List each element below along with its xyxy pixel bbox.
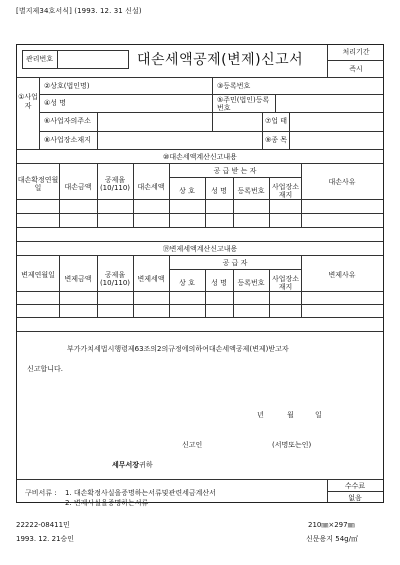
attachment-item-1: 1. 대손확정사실을증명하는서류및관련세금계산서 — [65, 489, 216, 497]
repay-amount-header: 변제금액 — [64, 275, 92, 283]
recipient-name-header: 성 명 — [211, 187, 227, 195]
repay-date-header: 변제연월일 — [21, 271, 55, 279]
row-line — [17, 149, 383, 150]
row-line — [17, 213, 383, 214]
col-line — [233, 269, 234, 317]
col-line — [289, 112, 290, 149]
bad-debt-tax-header: 대손세액 — [137, 183, 165, 191]
day-label: 일 — [315, 411, 322, 419]
supplier-name-header: 성 명 — [211, 279, 227, 287]
declaration-text-2: 신고합니다. — [27, 365, 64, 373]
row-line — [327, 491, 383, 492]
col-line — [39, 77, 40, 149]
row-line — [17, 199, 383, 200]
fee-value: 없음 — [348, 494, 362, 502]
business-type-label: ⑦업 태 — [265, 117, 288, 125]
reporter-label: 신고인 — [182, 441, 203, 449]
recipient-location-header: 사업장소재지 — [271, 183, 300, 200]
processing-period-value: 즉시 — [349, 65, 363, 73]
form-code: 22222-08411민 — [16, 521, 70, 529]
bad-debt-date-header: 대손확정연월일 — [17, 176, 59, 193]
col-line — [133, 163, 134, 227]
row-line — [17, 241, 383, 242]
address-label: ⑥사업자의주소 — [44, 117, 91, 125]
col-line — [212, 77, 213, 131]
bad-debt-reason-header: 대손사유 — [328, 178, 356, 186]
recipient-reg-header: 등록번호 — [237, 187, 265, 195]
row-line — [17, 304, 383, 305]
bad-debt-rate-header: 공제율(10/110) — [99, 176, 131, 193]
bad-debt-amount-header: 대손금액 — [64, 183, 92, 191]
tax-office-suffix: 귀하 — [139, 461, 153, 469]
attachments-label: 구비서류 : — [25, 489, 57, 497]
tax-office-line — [112, 461, 153, 469]
row-line — [17, 479, 383, 480]
row-line — [17, 77, 383, 78]
col-line — [301, 163, 302, 227]
repay-tax-header: 변제세액 — [137, 275, 165, 283]
mgmt-divider — [57, 51, 58, 68]
supplier-reg-header: 등록번호 — [237, 279, 265, 287]
recipient-header: 공 급 받 는 자 — [213, 167, 257, 175]
col-line — [301, 255, 302, 317]
supplier-trade-header: 상 호 — [179, 279, 195, 287]
col-line — [205, 269, 206, 317]
row-line — [39, 94, 383, 95]
repay-reason-header: 변제사유 — [328, 271, 356, 279]
col-line — [97, 112, 98, 149]
repay-section-title: ⑲변제세액계산신고내용 — [162, 245, 238, 253]
item-label: ⑨종 목 — [265, 136, 288, 144]
col-line — [205, 177, 206, 227]
row-line — [17, 291, 383, 292]
row-line — [17, 331, 383, 332]
col-line — [233, 177, 234, 227]
recipient-trade-header: 상 호 — [179, 187, 195, 195]
year-label: 년 — [257, 411, 264, 419]
attachment-item-2: 2. 변제사실을증명하는서류 — [65, 499, 149, 507]
row-line — [169, 177, 301, 178]
supplier-location-header: 사업장소재지 — [271, 275, 300, 292]
row-line — [39, 131, 383, 132]
approval-date: 1993. 12. 21승인 — [16, 535, 75, 543]
col-line — [97, 163, 98, 227]
col-line — [59, 255, 60, 317]
declaration-text: 부가가치세법시행령제63조의2의규정에의하여대손세액공제(변제)받고자 — [67, 345, 289, 353]
bad-debt-section-title: ⑩대손세액계산신고내용 — [163, 153, 237, 161]
name-label: ④성 명 — [44, 99, 67, 107]
row-line — [17, 255, 383, 256]
business-section-label: ①사업자 — [18, 93, 38, 110]
supplier-header: 공 급 자 — [222, 259, 248, 267]
management-number-box — [22, 50, 129, 69]
row-line — [17, 163, 383, 164]
paper-type: 신문용지 54g/㎡ — [306, 535, 358, 543]
col-line — [59, 163, 60, 227]
processing-divider — [328, 60, 384, 61]
processing-period-label: 처리기간 — [342, 48, 370, 56]
col-line — [133, 255, 134, 317]
management-number-label: 관리번호 — [26, 55, 54, 63]
registration-number-label: ③등록번호 — [217, 82, 251, 90]
row-line — [17, 317, 383, 318]
row-line — [39, 112, 383, 113]
form-header: [별지제34호서식] (1993. 12. 31 신설) — [16, 7, 142, 15]
signature-label: (서명또는인) — [272, 441, 312, 449]
fee-label: 수수료 — [344, 482, 366, 490]
form-title: 대손세액공제(변제)신고서 — [137, 52, 304, 68]
tax-office-label: 세무서장 — [112, 461, 140, 469]
repay-rate-header: 공제율(10/110) — [99, 271, 131, 288]
trade-name-label: ②상호(법인명) — [44, 82, 90, 90]
row-line — [169, 269, 301, 270]
location-label: ⑧사업장소재지 — [44, 136, 91, 144]
month-label: 월 — [287, 411, 294, 419]
col-line — [275, 94, 276, 112]
form-sheet — [16, 44, 384, 507]
paper-size: 210㎜×297㎜ — [308, 521, 355, 529]
id-number-label: ⑤주민(법인)등록번호 — [217, 96, 270, 113]
row-line — [17, 227, 383, 228]
